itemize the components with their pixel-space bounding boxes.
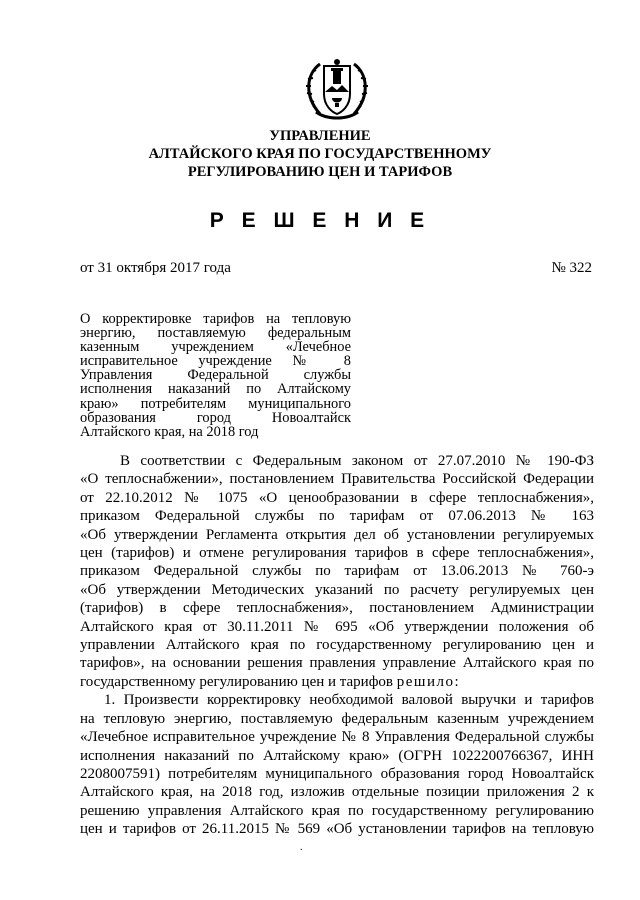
document-body — [80, 452, 594, 839]
item1-line: 2208007591) потребителям муниципального образования город Новоалтайск — [80, 765, 594, 782]
decided-line — [80, 673, 594, 691]
body-line: Алтайского края от 30.11.2011 № 695 «Об утверждении положения об — [80, 618, 594, 635]
subject-line: краю» потребителям муниципального — [80, 395, 351, 412]
item1-line: Алтайского края, на 2018 год, изложив отдельные позиции приложения 2 к — [80, 784, 594, 801]
body-line: цен (тарифов) и отмене регулирования тарифов в сфере теплоснабжения», — [80, 545, 594, 562]
subject-line: казенным учреждением «Лечебное — [80, 339, 351, 356]
subject-line: О корректировке тарифов на тепловую — [80, 311, 351, 327]
body-line: тарифов», на основании решения правления управление Алтайского края по — [80, 655, 594, 672]
org-name-line-1: УПРАВЛЕНИЕ — [269, 128, 371, 144]
body-line: «Об утверждении Регламента открытия дел об установлении регулируемых — [80, 526, 594, 543]
item1-line: 1. Произвести корректировку необходимой валовой выручки и тарифов — [104, 692, 594, 709]
subject-line: исправительное учреждение № 8 — [80, 353, 351, 370]
body-line: (тарифов) в сфере теплоснабжения», постановлением Администрации — [80, 600, 594, 617]
body-line: В соответствии с Федеральным законом от 27.07.2010 № 190-ФЗ — [120, 453, 594, 469]
decided-word: решило — [396, 673, 455, 690]
decided-suffix: : — [454, 673, 459, 690]
item1-line: «Лечебное исправительное учреждение № 8 Управления Федеральной службы — [80, 729, 594, 746]
body-line: от 22.10.2012 № 1075 «О ценообразовании в сфере теплоснабжения», — [80, 489, 594, 506]
body-line: «О теплоснабжении», постановлением Правительства Российской Федерации — [80, 471, 594, 488]
subject-line: энергию, поставляемую федеральным — [80, 325, 351, 342]
body-line: управлении Алтайского края по государственному регулированию цен и — [80, 637, 594, 654]
item1-line: исполнения наказаний по Алтайскому краю» (ОГРН 1022200766367, ИНН — [80, 747, 594, 764]
body-line: приказом Федеральной службы по тарифам от 07.06.2013 № 163 — [80, 508, 594, 525]
body-line: приказом Федеральной службы по тарифам от 13.06.2013 № 760-э — [80, 563, 594, 580]
document-subject — [80, 312, 351, 439]
body-line: «Об утверждении Методических указаний по расчету регулируемых цен — [80, 581, 594, 598]
org-name-line-3: РЕГУЛИРОВАНИЮ ЦЕН И ТАРИФОВ — [187, 164, 453, 180]
subject-line: исполнения наказаний по Алтайскому — [80, 381, 351, 398]
footer-dot: . — [300, 842, 303, 853]
altai-krai-coat-of-arms-icon — [302, 56, 372, 122]
document-number: № 322 — [551, 260, 592, 276]
document-title: Р Е Ш Е Н И Е — [209, 209, 431, 232]
document-date: от 31 октября 2017 года — [80, 260, 231, 276]
subject-line: образования город Новоалтайск — [80, 409, 351, 426]
decided-prefix: государственному регулированию цен и тарифов — [80, 673, 397, 690]
item1-line: на тепловую энергию, поставляемую федеральным казенным учреждением — [80, 710, 594, 727]
item1-line: цен и тарифов от 26.11.2015 № 569 «Об установлении тарифов на тепловую — [80, 821, 594, 838]
org-name-line-2: АЛТАЙСКОГО КРАЯ ПО ГОСУДАРСТВЕННОМУ — [148, 146, 492, 162]
subject-line: Алтайского края, на 2018 год — [80, 423, 259, 440]
item1-line: решению управления Алтайского края по государственному регулированию — [80, 802, 594, 819]
subject-line: Управления Федеральной службы — [80, 367, 351, 384]
